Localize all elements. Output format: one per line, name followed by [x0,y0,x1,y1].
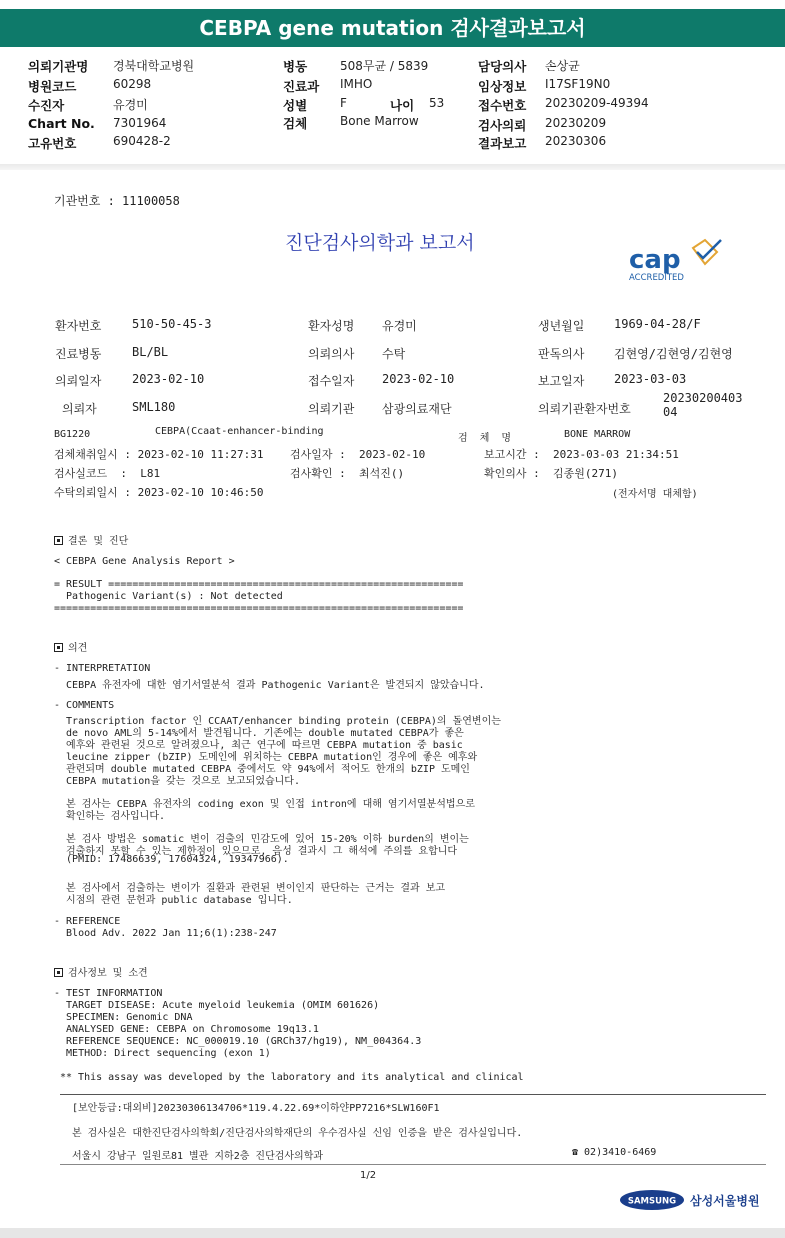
info-val-3-1: 2023-02-10 [132,372,205,386]
gene-report-title: < CEBPA Gene Analysis Report > [54,556,235,567]
label-clinical-info: 임상정보 [478,79,527,94]
label-doctor: 담당의사 [478,59,527,74]
info-key-3-3: 보고일자 [538,374,585,388]
hospital-logo [620,1188,760,1212]
title-bar [0,0,785,54]
test-name: CEBPA(Ccaat-enhancer-binding [155,426,324,437]
paragraph-line: 본 검사는 CEBPA 유전자의 coding exon 및 인접 intron에 대해 염기서열분석법으로 [54,799,475,810]
paragraph-line: 본 검사 방법은 somatic 변이 검출의 민감도에 있어 15-20% 이하 burden의 변이는 [54,834,469,845]
document-heading: 진단검사의학과 보고서 [285,232,475,254]
header-info [0,54,785,164]
info-val-3-3: 2023-03-03 [614,372,687,386]
info-val-2-3: 김현영/김현영/김현영 [614,347,733,361]
section-conclusion-label: 결론 및 진단 [68,536,129,547]
info-val-2-1: BL/BL [132,345,169,359]
square-bullet-icon [54,643,63,652]
value-clinical-info: I17SF19N0 [545,77,611,91]
section-test-info [54,964,148,979]
info-val-1-2: 유경미 [382,319,417,333]
detail-2-b: 검사확인 : 최석진() [290,467,405,480]
detail-3-a: 수탁의뢰일시 : 2023-02-10 10:46:50 [54,486,264,499]
info-key-2-1: 진료병동 [55,347,102,361]
detail-1-b: 검사일자 : 2023-02-10 [290,448,426,461]
test-info-line: TARGET DISEASE: Acute myeloid leukemia (OMIM 601626) [54,1000,380,1011]
info-key-3-1: 의뢰일자 [55,374,102,388]
detail-2-c: 확인의사 : 김종원(271) [484,467,618,480]
interpretation-heading: - INTERPRETATION [54,663,151,674]
specimen-label: 검 체 명 [458,433,512,444]
footer-bar [0,1228,785,1238]
info-key-1-3: 생년월일 [538,319,585,333]
label-ward: 병동 [283,59,308,74]
comment-line: 관련되며 double mutated CEBPA 중에서도 약 94%에서 적어도 한개의 bZIP 도메인 [54,764,470,775]
value-request-date: 20230209 [545,116,607,130]
cap-logo-word: cap [629,245,681,275]
comment-line: Transcription factor 인 CCAAT/enhancer binding protein (CEBPA)의 돌연변이는 [54,716,501,727]
comment-line: leucine zipper (bZIP) 도메인에 위치하는 CEBPA mutation인 경우에 좋은 예후와 [54,752,478,763]
value-age: 53 [429,96,445,110]
specimen-value: BONE MARROW [564,429,631,440]
value-unique-no: 690428-2 [113,134,171,148]
label-specimen: 검체 [283,116,308,131]
paragraph-line: 시점의 관련 문헌과 public database 입니다. [54,895,293,906]
value-receipt-no: 20230209-49394 [545,96,649,110]
detail-1-c: 보고시간 : 2023-03-03 21:34:51 [484,448,679,461]
paragraph-line: 검출하지 못할 수 있는 제한점이 있으므로, 음성 결과시 그 해석에 주의를 요합니다 [54,846,458,857]
info-val-3-2: 2023-02-10 [382,372,455,386]
paragraph-line: 본 검사에서 검출하는 변이가 질환과 관련된 변이인지 판단하는 근거는 결과 보고 [54,883,446,894]
label-receipt-no: 접수번호 [478,98,527,113]
value-doctor: 손상균 [545,59,580,73]
value-sex: F [340,96,347,110]
section-opinion-label: 의견 [68,643,88,654]
info-val-1-3: 1969-04-28/F [614,317,701,331]
result-header: = RESULT =========================================================== [54,579,464,590]
paragraph-line: (PMID: 17486639, 17604324, 19347966). [54,854,289,865]
cap-accredited-logo [625,238,725,284]
info-val-4-1: SML180 [132,400,176,414]
footer-bottom-rule [60,1164,766,1165]
test-info-line: ANALYSED GENE: CEBPA on Chromosome 19q13.1 [54,1024,319,1035]
hospital-logo-name: 삼성서울병원 [690,1194,760,1208]
label-sex: 성별 [283,98,308,113]
comments-heading: - COMMENTS [54,700,115,711]
square-bullet-icon [54,536,63,545]
bg-code: BG1220 [54,429,91,440]
comment-line: CEBPA mutation을 갖는 것으로 보고되었습니다. [54,776,300,787]
hospital-logo-brand: SAMSUNG [627,1196,677,1207]
label-report-date: 결과보고 [478,136,527,151]
footer-top-rule [60,1094,766,1095]
value-ward: 508무균 / 5839 [340,59,429,73]
interpretation-text: CEBPA 유전자에 대한 염기서열분석 결과 Pathogenic Variant은 발견되지 않았습니다. [54,680,485,691]
paragraph-line: 확인하는 검사입니다. [54,811,166,822]
section-opinion [54,639,87,654]
institution-number: 기관번호 : 11100058 [54,194,180,208]
certification-text: 본 검사실은 대한진단검사의학회/진단검사의학재단의 우수검사실 신임 인증을 받은 검사실입니다. [72,1128,523,1139]
detail-2-a: 검사실코드 : L81 [54,467,161,480]
info-val-2-2: 수탁 [382,347,406,361]
test-info-line: SPECIMEN: Genomic DNA [54,1012,193,1023]
assay-note: ** This assay was developed by the laboratory and its analytical and clinical [60,1072,524,1083]
value-report-date: 20230306 [545,134,607,148]
value-patient: 유경미 [113,98,148,112]
detail-1-a: 검체채취일시 : 2023-02-10 11:27:31 [54,448,264,461]
reference-heading: - REFERENCE [54,916,121,927]
label-institution: 의뢰기관명 [28,59,89,74]
value-hospital-code: 60298 [113,77,152,91]
address-text: 서울시 강남구 일원로81 별관 지하2층 진단검사의학과 [72,1151,324,1162]
info-key-1-1: 환자번호 [55,319,102,333]
label-department: 진료과 [283,79,320,94]
phone-text: ☎ 02)3410-6469 [572,1147,657,1158]
info-key-1-2: 환자성명 [308,319,355,333]
value-institution: 경북대학교병원 [113,59,195,73]
label-age: 나이 [390,98,415,113]
info-key-4-3: 의뢰기관환자번호 [538,402,631,416]
test-info-line: - TEST INFORMATION [54,988,163,999]
test-info-line: METHOD: Direct sequencing (exon 1) [54,1048,271,1059]
info-val-4-3: 20230200403 04 [663,391,743,419]
info-key-3-2: 접수일자 [308,374,355,388]
info-key-2-3: 판독의사 [538,347,585,361]
info-key-4-1: 의뢰자 [62,402,97,416]
info-key-4-2: 의뢰기관 [308,402,355,416]
page-number: 1/2 [360,1170,377,1181]
result-footer: ==================================================================== [54,603,464,614]
security-line: [보안등급:대외비]20230306134706*119.4.22.69*이하얀PP7216*SLW160F1 [72,1103,440,1114]
cap-logo-sub: ACCREDITED [629,273,684,283]
label-chart-no: Chart No. [28,116,95,131]
label-patient: 수진자 [28,98,65,113]
info-val-4-2: 삼광의료재단 [382,402,452,416]
info-key-2-2: 의뢰의사 [308,347,355,361]
report-document [0,170,785,1230]
test-info-line: REFERENCE SEQUENCE: NC_000019.10 (GRCh37/hg19), NM_004364.3 [54,1036,422,1047]
reference-text: Blood Adv. 2022 Jan 11;6(1):238-247 [54,928,277,939]
report-title: CEBPA gene mutation 검사결과보고서 [0,9,785,47]
square-bullet-icon [54,968,63,977]
info-val-1-1: 510-50-45-3 [132,317,212,331]
label-request-date: 검사의뢰 [478,118,527,133]
comment-line: 예후와 관련된 것으로 알려졌으나, 최근 연구에 따르면 CEBPA mutation 중 basic [54,740,463,751]
section-conclusion [54,532,128,547]
value-department: IMHO [340,77,373,91]
label-hospital-code: 병원코드 [28,79,77,94]
result-value: Pathogenic Variant(s) : Not detected [54,591,283,602]
comment-line: de novo AML의 5-14%에서 발견됩니다. 기존에는 double mutated CEBPA가 좋은 [54,728,464,739]
detail-3-c: (전자서명 대체함) [612,489,698,500]
value-specimen: Bone Marrow [340,114,419,128]
value-chart-no: 7301964 [113,116,167,130]
label-unique-no: 고유번호 [28,136,77,151]
section-test-info-label: 검사정보 및 소견 [68,968,148,979]
